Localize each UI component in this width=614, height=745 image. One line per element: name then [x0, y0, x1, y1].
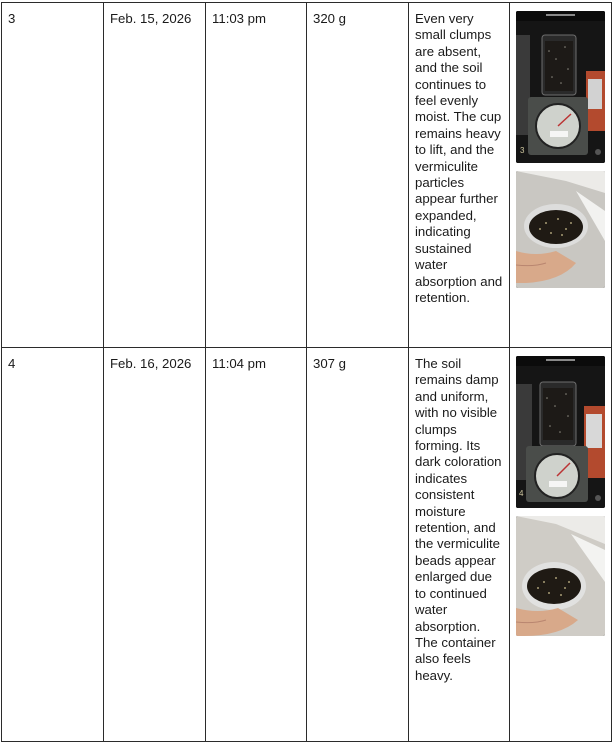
soil-cup-in-hand-photo — [516, 171, 605, 288]
photo-label: 4 — [519, 489, 524, 498]
scale-weighing-photo — [516, 356, 605, 508]
day-cell: 3 — [2, 3, 104, 348]
soil-cup-in-hand-photo — [516, 516, 605, 636]
time-cell: 11:03 pm — [206, 3, 307, 348]
weight-cell: 320 g — [307, 3, 409, 348]
weight-cell: 307 g — [307, 348, 409, 742]
observation-log-table — [1, 2, 612, 742]
observation-cell: The soil remains damp and uniform, with no visible clumps forming. Its dark coloration indicates consistent moisture retention, and the vermiculite beads appear enlarged due to continued water absorption. The container also feels heavy. — [409, 348, 510, 742]
time-cell: 11:04 pm — [206, 348, 307, 742]
photo-label: 3 — [520, 146, 525, 155]
date-cell: Feb. 16, 2026 — [104, 348, 206, 742]
photo-cell — [510, 3, 612, 348]
observation-cell: Even very small clumps are absent, and the soil continues to feel evenly moist. The cup remains heavy to lift, and the vermiculite particles appear further expanded, indicating sustained water absorption and retention. — [409, 3, 510, 348]
day-cell: 4 — [2, 348, 104, 742]
photo-cell — [510, 348, 612, 742]
date-cell: Feb. 15, 2026 — [104, 3, 206, 348]
scale-weighing-photo — [516, 11, 605, 163]
table-row — [2, 348, 612, 742]
table-row — [2, 3, 612, 348]
